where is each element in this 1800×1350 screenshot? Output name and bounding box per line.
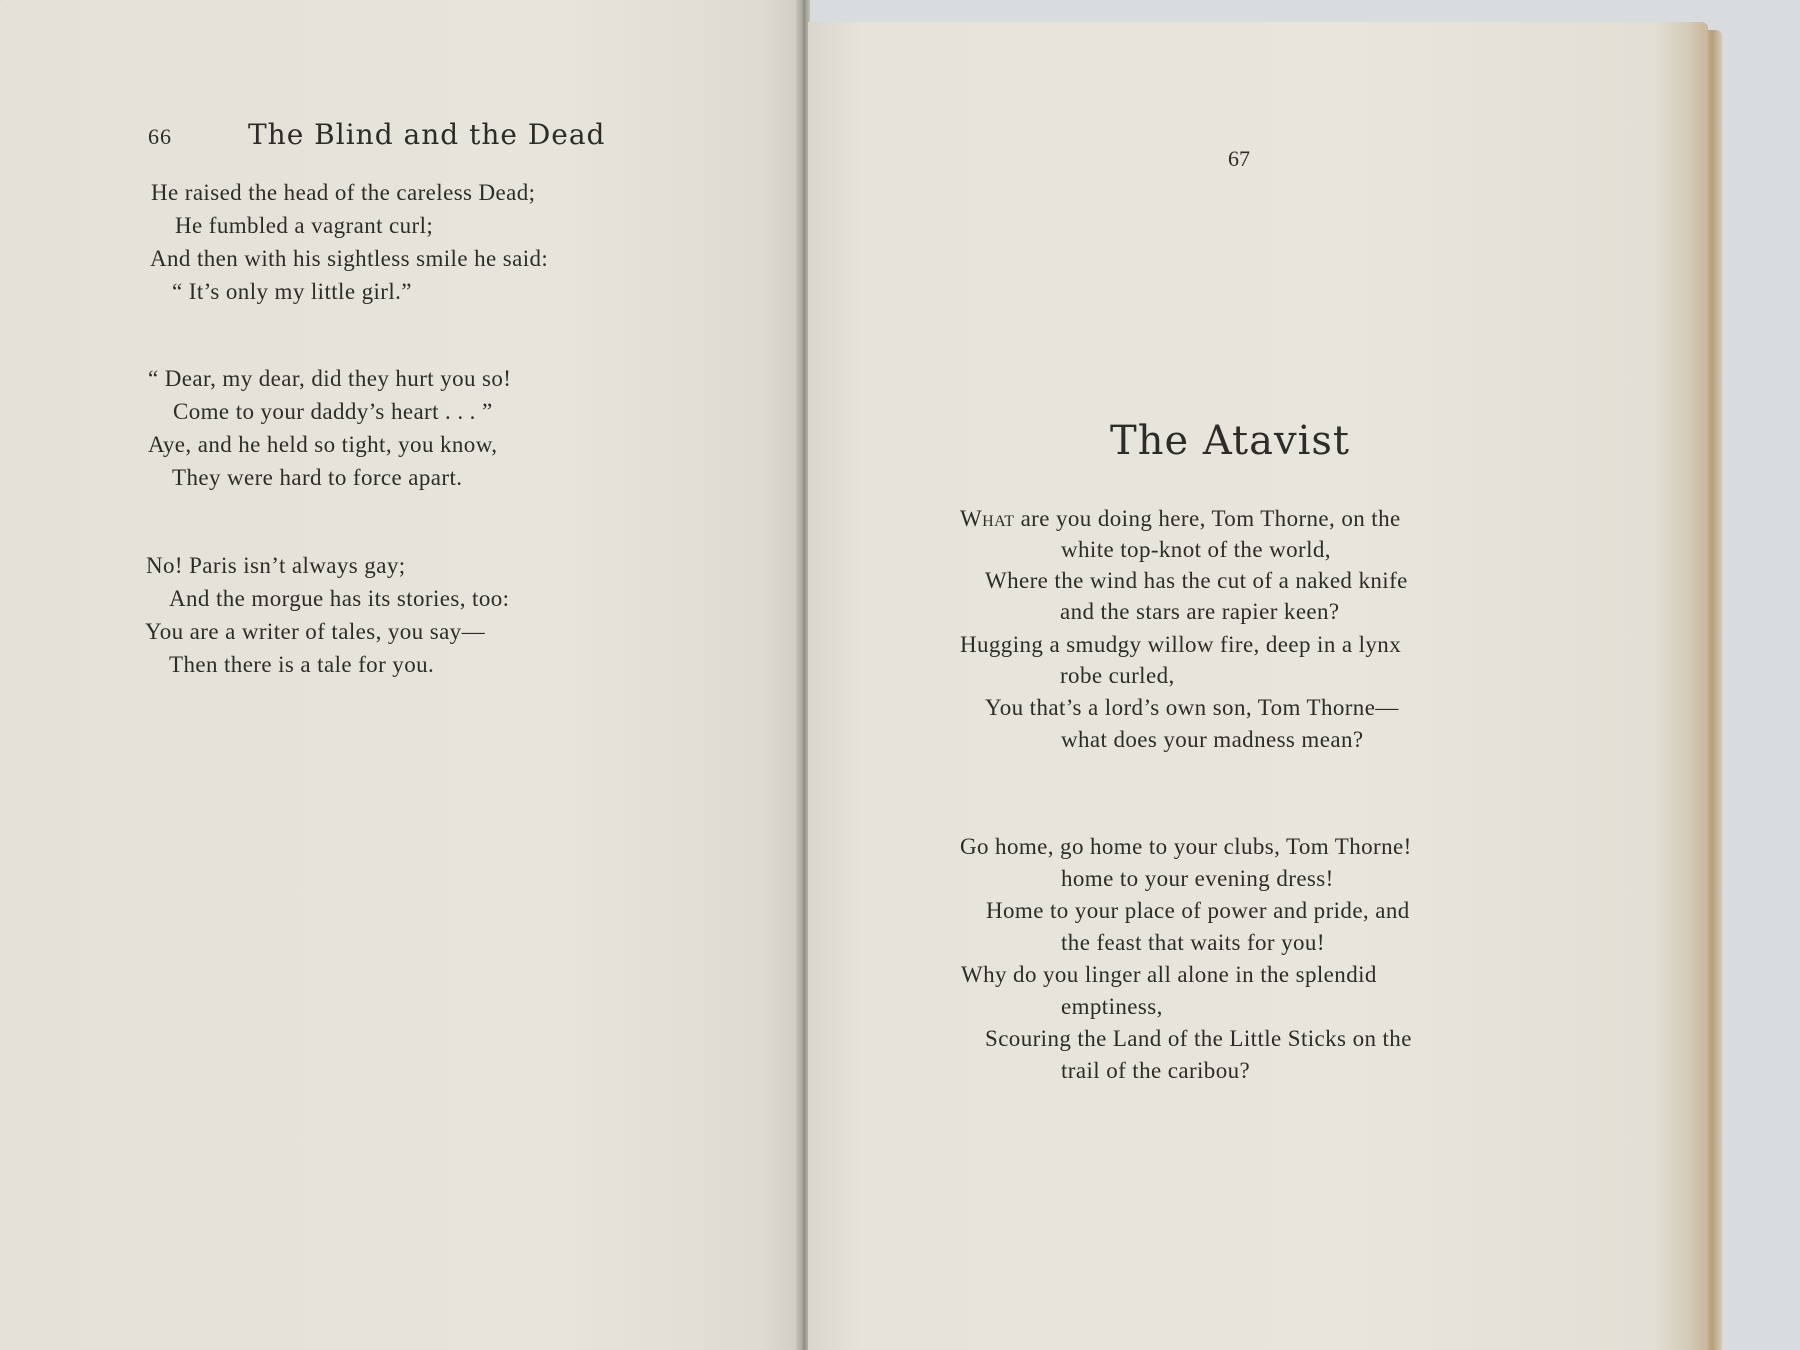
poem-line: And then with his sightless smile he said:: [150, 246, 549, 271]
poem-line: Where the wind has the cut of a naked knife: [985, 568, 1408, 593]
poem-line: Come to your daddy’s heart . . . ”: [173, 399, 493, 424]
poem-line: home to your evening dress!: [1061, 866, 1334, 891]
right-page: [808, 22, 1708, 1350]
left-page: [0, 0, 802, 1350]
poem-line: And the morgue has its stories, too:: [169, 586, 510, 611]
poem-line: “ Dear, my dear, did they hurt you so!: [148, 366, 512, 391]
running-title: The Blind and the Dead: [248, 118, 606, 151]
poem-line: He fumbled a vagrant curl;: [175, 213, 434, 238]
poem-line: No! Paris isn’t always gay;: [146, 553, 406, 578]
poem-line: what does your madness mean?: [1061, 727, 1364, 752]
poem-line: You are a writer of tales, you say—: [145, 619, 485, 644]
poem-line: robe curled,: [1060, 663, 1175, 688]
poem-line: Why do you linger all alone in the splendid: [961, 962, 1377, 987]
poem-line: Home to your place of power and pride, and: [986, 898, 1410, 923]
running-head: [148, 118, 648, 151]
poem-line: and the stars are rapier keen?: [1060, 599, 1340, 624]
poem-line: “ It’s only my little girl.”: [172, 279, 412, 304]
poem-line: white top-knot of the world,: [1061, 537, 1331, 562]
poem-line: He raised the head of the careless Dead;: [151, 180, 536, 205]
poem-line: They were hard to force apart.: [172, 465, 463, 490]
page-number-right: 67: [1228, 146, 1250, 171]
poem-line: Hugging a smudgy willow fire, deep in a lynx: [960, 632, 1402, 657]
poem-title: The Atavist: [1110, 418, 1350, 464]
poem-line: Go home, go home to your clubs, Tom Thorne!: [960, 834, 1412, 859]
poem-line: emptiness,: [1061, 994, 1163, 1019]
poem-line: Aye, and he held so tight, you know,: [148, 432, 498, 457]
page-number-left: 66: [148, 124, 172, 149]
poem-line: trail of the caribou?: [1061, 1058, 1251, 1083]
poem-line: Scouring the Land of the Little Sticks on the: [985, 1026, 1412, 1051]
poem-line: the feast that waits for you!: [1061, 930, 1325, 955]
poem-line: You that’s a lord’s own son, Tom Thorne—: [985, 695, 1399, 720]
poem-line: What are you doing here, Tom Thorne, on the: [960, 506, 1401, 531]
poem-line: Then there is a tale for you.: [169, 652, 435, 677]
opening-word: What: [960, 506, 1015, 531]
